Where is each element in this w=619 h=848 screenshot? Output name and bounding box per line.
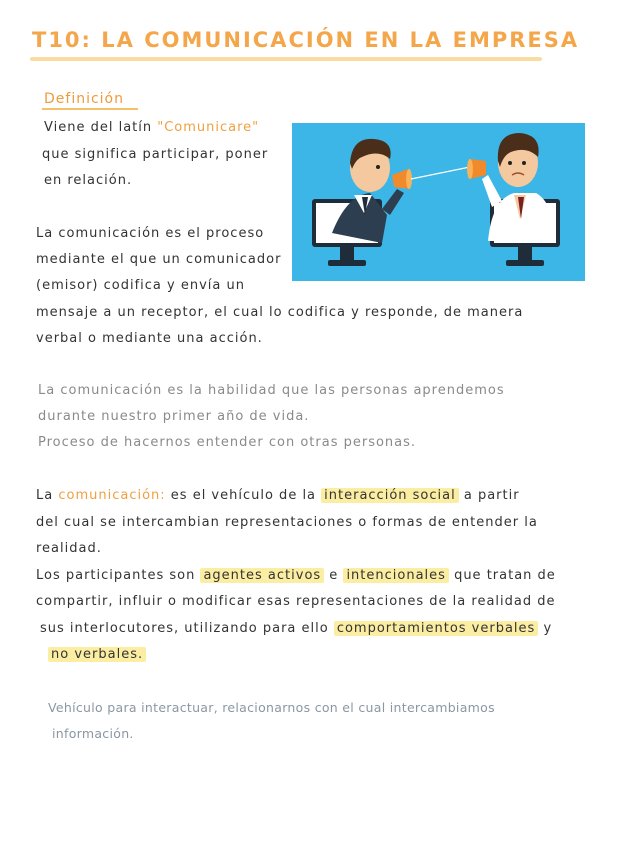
latin-word: "Comunicare" bbox=[157, 120, 260, 135]
page-title: T10: LA COMUNICACIÓN EN LA EMPRESA bbox=[32, 28, 580, 52]
definition-line-2: que significa participar, poner bbox=[42, 147, 269, 162]
text-segment: Los participantes son bbox=[36, 568, 201, 583]
section-heading-underline bbox=[42, 108, 138, 110]
skill-line-1: La comunicación es la habilidad que las personas aprendemos bbox=[38, 383, 505, 398]
summary-line-2: información. bbox=[52, 726, 134, 741]
text-segment: que tratan de bbox=[448, 568, 556, 583]
highlight-agentes-activos: agentes activos bbox=[200, 568, 324, 583]
text-segment: y bbox=[538, 621, 553, 636]
section-heading: Definición bbox=[44, 91, 124, 107]
process-line-2: mediante el que un comunicador bbox=[36, 252, 282, 267]
text-segment: La bbox=[36, 488, 59, 503]
term-comunicacion: comunicación: bbox=[58, 488, 166, 503]
process-line-5: verbal o mediante una acción. bbox=[36, 331, 263, 346]
process-line-4: mensaje a un receptor, el cual lo codifica y responde, de manera bbox=[36, 305, 524, 320]
vehicle-line-7 bbox=[48, 647, 146, 662]
definition-line-1 bbox=[44, 120, 259, 135]
communication-illustration bbox=[292, 123, 585, 281]
text-segment: e bbox=[324, 568, 344, 583]
highlight-no-verbales: no verbales. bbox=[48, 647, 146, 662]
title-underline bbox=[30, 57, 542, 61]
vehicle-line-5: compartir, influir o modificar esas representaciones de la realidad de bbox=[36, 594, 556, 609]
definition-line-3: en relación. bbox=[44, 173, 133, 188]
definition-text: Viene del latín bbox=[44, 120, 158, 135]
text-segment: es el vehículo de la bbox=[165, 488, 322, 503]
skill-line-3: Proceso de hacernos entender con otras personas. bbox=[38, 435, 417, 450]
highlight-interaccion-social: interacción social bbox=[321, 488, 459, 503]
highlight-comportamientos-verbales: comportamientos verbales bbox=[334, 621, 538, 636]
vehicle-line-4 bbox=[36, 568, 556, 583]
vehicle-line-6 bbox=[40, 621, 552, 636]
text-segment: a partir bbox=[458, 488, 520, 503]
process-line-3: (emisor) codifica y envía un bbox=[36, 278, 245, 293]
vehicle-line-2: del cual se intercambian representaciones o formas de entender la bbox=[36, 515, 538, 530]
text-segment: sus interlocutores, utilizando para ello bbox=[40, 621, 334, 636]
process-line-1: La comunicación es el proceso bbox=[36, 226, 265, 241]
highlight-intencionales: intencionales bbox=[343, 568, 449, 583]
vehicle-line-1 bbox=[36, 488, 520, 503]
skill-line-2: durante nuestro primer año de vida. bbox=[38, 409, 310, 424]
summary-line-1: Vehículo para interactuar, relacionarnos con el cual intercambiamos bbox=[48, 700, 495, 715]
vehicle-line-3: realidad. bbox=[36, 541, 102, 556]
